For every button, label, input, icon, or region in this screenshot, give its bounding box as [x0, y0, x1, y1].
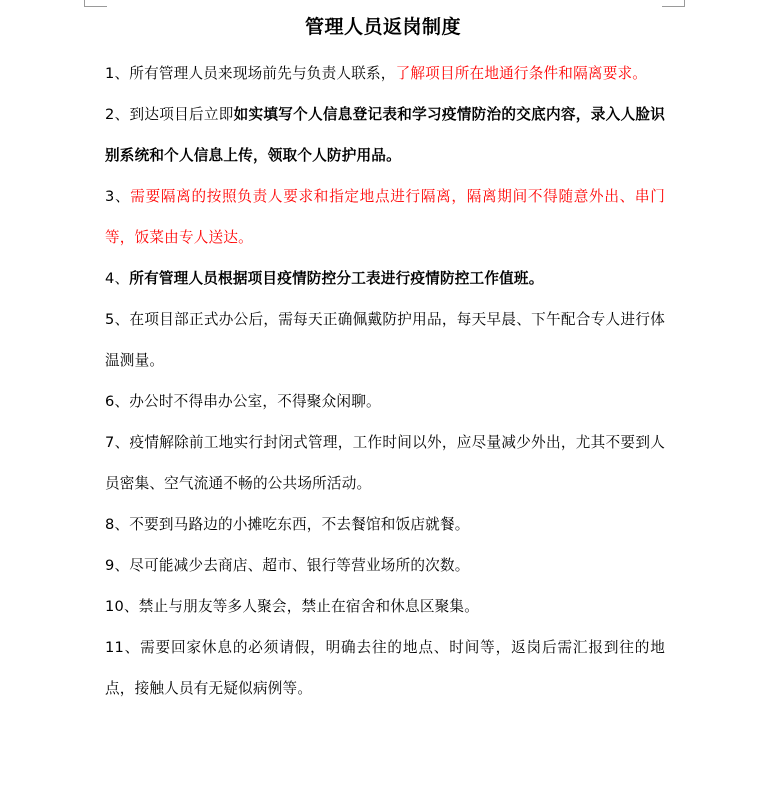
rule-number: 3、	[105, 188, 131, 205]
rule-text: 不要到马路边的小摊吃东西，不去餐馆和饭店就餐。	[129, 516, 470, 533]
rule-text: 所有管理人员来现场前先与负责人联系，	[129, 65, 396, 82]
rule-number: 9、	[105, 557, 130, 574]
rule-number: 7、	[105, 434, 130, 451]
rule-text: 到达项目后立即	[129, 106, 234, 123]
rule-item	[105, 176, 665, 258]
rule-text: 在项目部正式办公后，需每天正确佩戴防护用品，每天早晨、下午配合专人进行体温测量。	[105, 311, 665, 369]
rule-item	[105, 545, 665, 586]
rule-number: 2、	[105, 106, 130, 123]
crop-mark-left	[84, 0, 107, 7]
rule-number: 1、	[105, 65, 130, 82]
rule-item	[105, 53, 665, 94]
rule-text: 办公时不得串办公室，不得聚众闲聊。	[129, 393, 381, 410]
rule-number: 11、	[105, 639, 141, 656]
rule-text: 需要隔离的按照负责人要求和指定地点进行隔离，隔离期间不得随意外出、串门等，饭菜由专人送达。	[105, 188, 665, 246]
rule-item	[105, 94, 665, 176]
rule-number: 8、	[105, 516, 130, 533]
rule-text: 需要回家休息的必须请假，明确去往的地点、时间等，返岗后需汇报到往的地点，接触人员有无疑似病例等。	[105, 639, 665, 697]
rule-number: 6、	[105, 393, 130, 410]
rule-number: 5、	[105, 311, 130, 328]
rule-item	[105, 381, 665, 422]
rule-item	[105, 422, 665, 504]
crop-mark-right	[662, 0, 685, 7]
rule-text: 禁止与朋友等多人聚会，禁止在宿舍和休息区聚集。	[138, 598, 480, 615]
rule-item	[105, 258, 665, 299]
rule-text: 如实填写个人信息登记表和学习疫情防治的交底内容，录入人脸识别系统和个人信息上传，领取个人防护用品。	[105, 106, 665, 164]
rule-item	[105, 627, 665, 709]
rule-number: 4、	[105, 270, 130, 287]
rule-text: 尽可能减少去商店、超市、银行等营业场所的次数。	[129, 557, 470, 574]
rule-item	[105, 586, 665, 627]
document-title: 管理人员返岗制度	[304, 16, 461, 38]
rule-text: 疫情解除前工地实行封闭式管理，工作时间以外，应尽量减少外出，尤其不要到人员密集、空气流通不畅的公共场所活动。	[105, 434, 665, 492]
rule-number: 10、	[105, 598, 139, 615]
rule-text: 所有管理人员根据项目疫情防控分工表进行疫情防控工作值班。	[129, 270, 544, 287]
rule-item	[105, 504, 665, 545]
rule-item	[105, 299, 665, 381]
rule-text: 了解项目所在地通行条件和隔离要求。	[395, 65, 648, 82]
rules-list	[105, 53, 665, 709]
